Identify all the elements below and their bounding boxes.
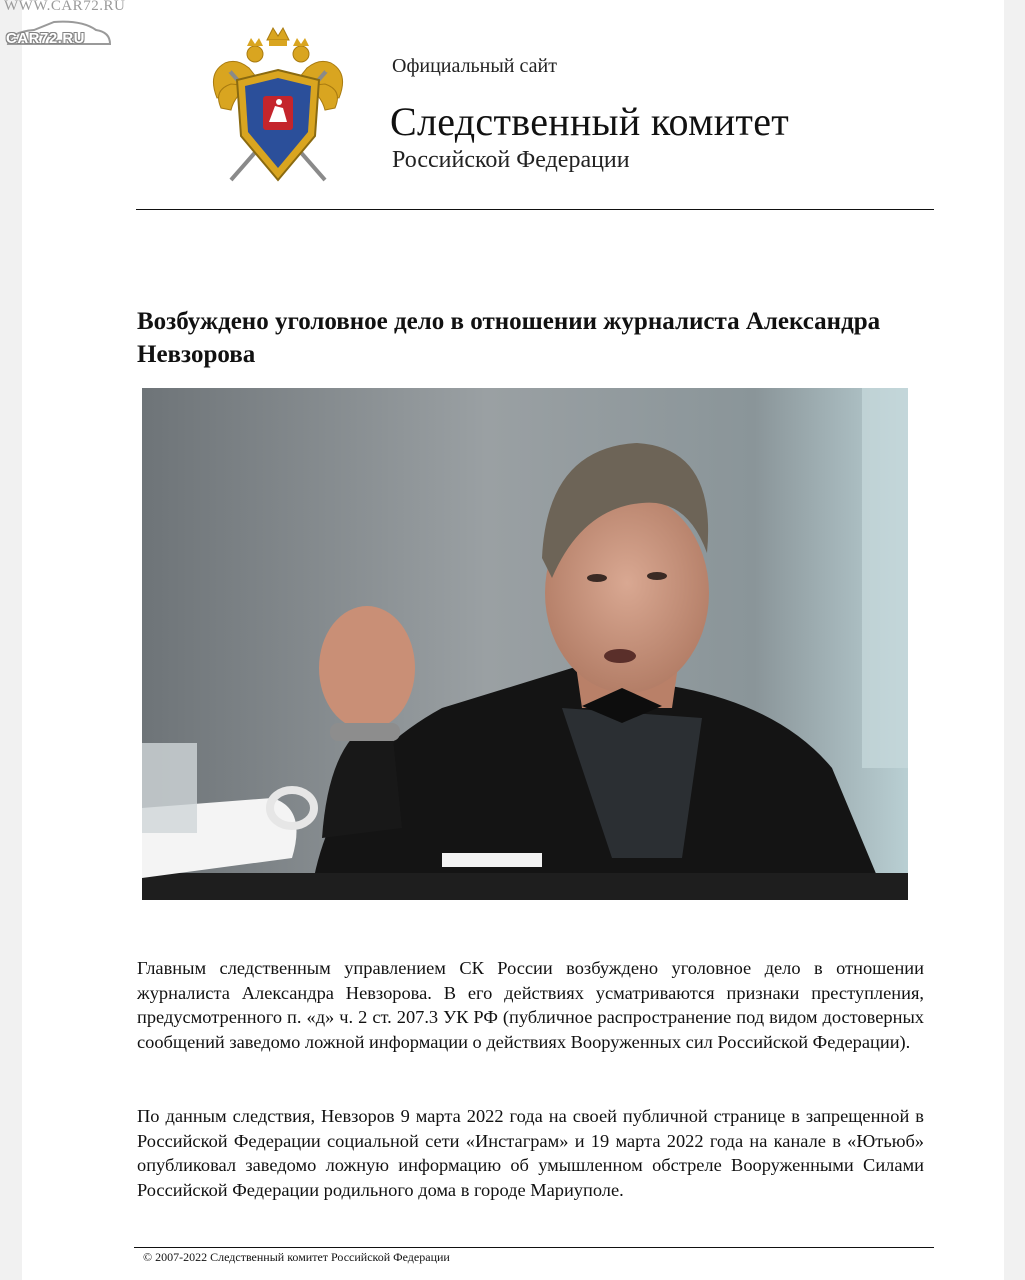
watermark-url: WWW.CAR72.RU bbox=[4, 0, 126, 14]
header-divider bbox=[136, 209, 934, 210]
article-title: Возбуждено уголовное дело в отношении журналиста Александра Невзорова bbox=[137, 308, 881, 368]
org-subtitle: Российской Федерации bbox=[392, 147, 630, 173]
footer-copyright: © 2007-2022 Следственный комитет Российской Федерации bbox=[143, 1250, 450, 1264]
article-photo bbox=[142, 388, 908, 900]
watermark-logo: CAR72.RU bbox=[6, 30, 86, 47]
investigative-committee-emblem bbox=[207, 18, 349, 184]
site-label: Официальный сайт bbox=[392, 55, 557, 77]
document-page bbox=[22, 0, 1004, 1280]
article-paragraph-1: Главным следственным управлением СК России возбуждено уголовное дело в отношении журналиста Александра Невзорова. В его действиях усматриваются признаки преступления, предусмотренного п. «д» ч. 2 ст. 207.3 УК РФ (публичное распространение под видом достоверных сообщений заведомо ложной информации о действиях Вооруженных сил Российской Федерации). bbox=[137, 958, 924, 1052]
article-paragraph-2: По данным следствия, Невзоров 9 марта 2022 года на своей публичной странице в запрещенной в Российской Федерации социальной сети «Инстаграм» и 19 марта 2022 года на канале в «Ютьюб» опубликовал заведомо ложную информацию об умышленном обстреле Вооруженными Силами Российской Федерации родильного дома в городе Мариуполе. bbox=[137, 1106, 924, 1200]
footer-divider bbox=[134, 1247, 934, 1248]
org-name: Следственный комитет bbox=[390, 99, 790, 144]
